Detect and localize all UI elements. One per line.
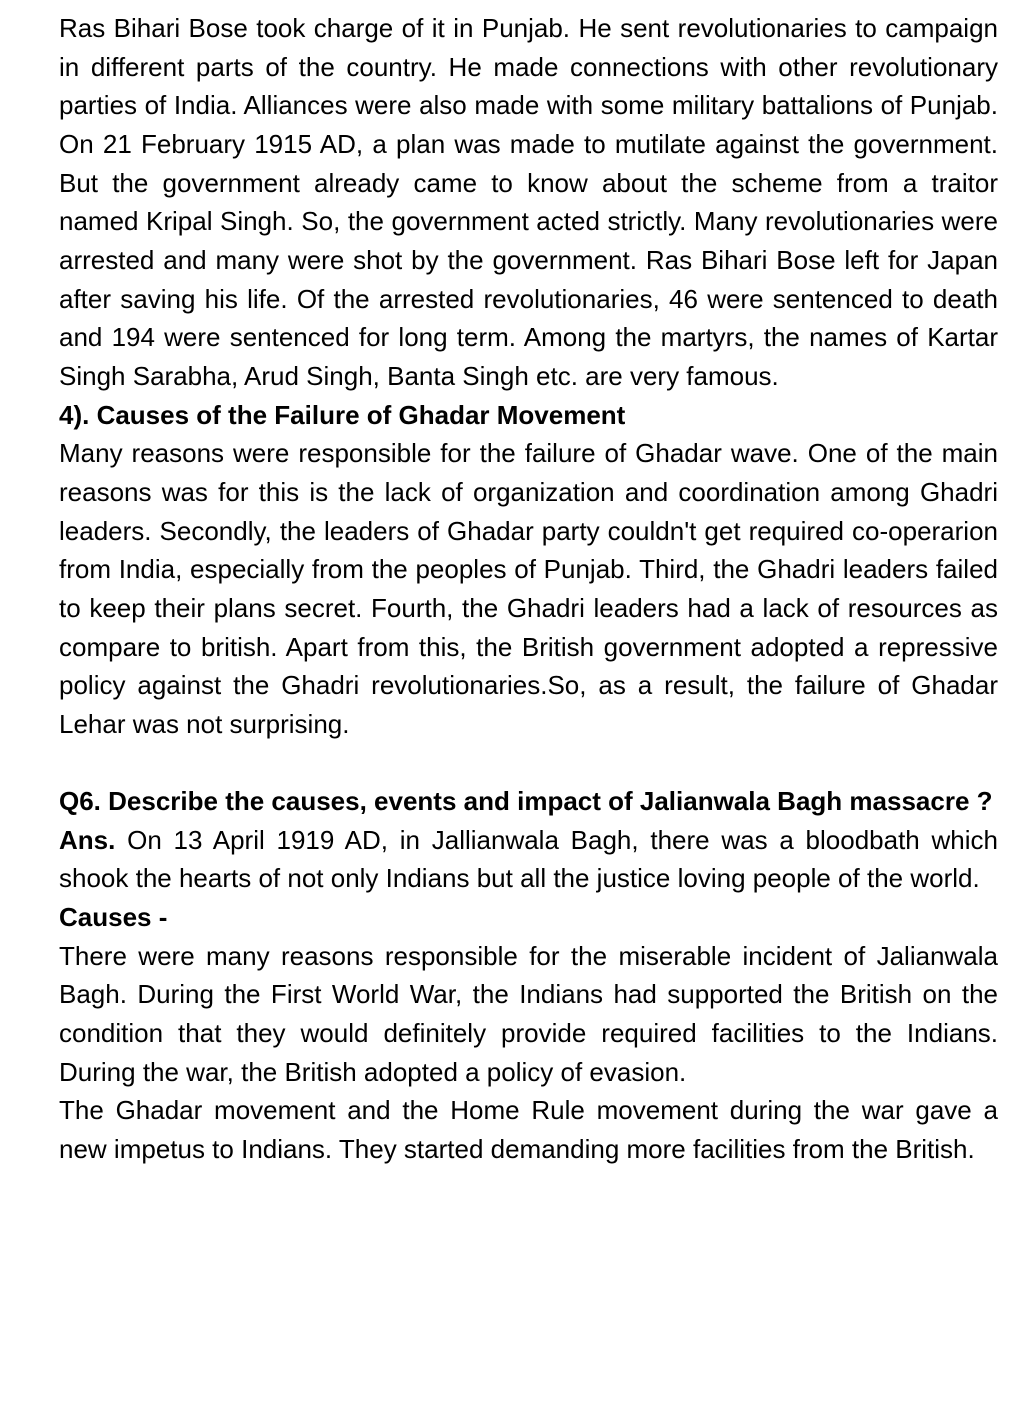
question-q6: Q6. Describe the causes, events and impact of Jalianwala Bagh massacre ? (59, 786, 993, 817)
answer-paragraph (59, 821, 998, 898)
paragraph-causes-of-failure: Many reasons were responsible for the failure of Ghadar wave. One of the main reasons was for this is the lack of organization and coordination among Ghadri leaders. Secondly, the leaders of Ghadar party couldn't get required co-operarion from India, especially from the peoples of Punjab. Third, the Ghadri leaders failed to keep their plans secret. Fourth, the Ghadri leaders had a lack of resources as compare to british. Apart from this, the British government adopted a repressive policy against the Ghadri revolutionaries.So, as a result, the failure of Ghadar Lehar was not surprising. (59, 438, 998, 739)
paragraph-ghadar-events: Ras Bihari Bose took charge of it in Punjab. He sent revolutionaries to campaign in different parts of the country. He made connections with other revolutionary parties of India. Alliances were also made with some military battalions of Punjab. On 21 February 1915 AD, a plan was made to mutilate against the government. But the government already came to know about the scheme from a traitor named Kripal Singh. So, the government acted strictly. Many revolutionaries were arrested and many were shot by the government. Ras Bihari Bose left for Japan after saving his life. Of the arrested revolutionaries, 46 were sentenced to death and 194 were sentenced for long term. Among the martyrs, the names of Kartar Singh Sarabha, Arud Singh, Banta Singh etc. are very famous. (59, 13, 998, 391)
paragraph-causes-first: There were many reasons responsible for the miserable incident of Jalianwala Bagh. During the First World War, the Indians had supported the British on the condition that they would definitely provide required facilities to the Indians. During the war, the British adopted a policy of evasion. (59, 940, 998, 1087)
answer-label: Ans. (59, 824, 116, 855)
answer-text: On 13 April 1919 AD, in Jallianwala Bagh, there was a bloodbath which shook the hearts of not only Indians but all the justice loving people of the world. (59, 824, 998, 894)
blank-line (59, 743, 998, 782)
document-page (59, 9, 998, 1169)
paragraph-causes-second: The Ghadar movement and the Home Rule movement during the war gave a new impetus to Indians. They started demanding more facilities from the British. (59, 1095, 998, 1165)
heading-causes: Causes - (59, 902, 168, 933)
heading-causes-of-failure: 4). Causes of the Failure of Ghadar Movement (59, 399, 626, 430)
